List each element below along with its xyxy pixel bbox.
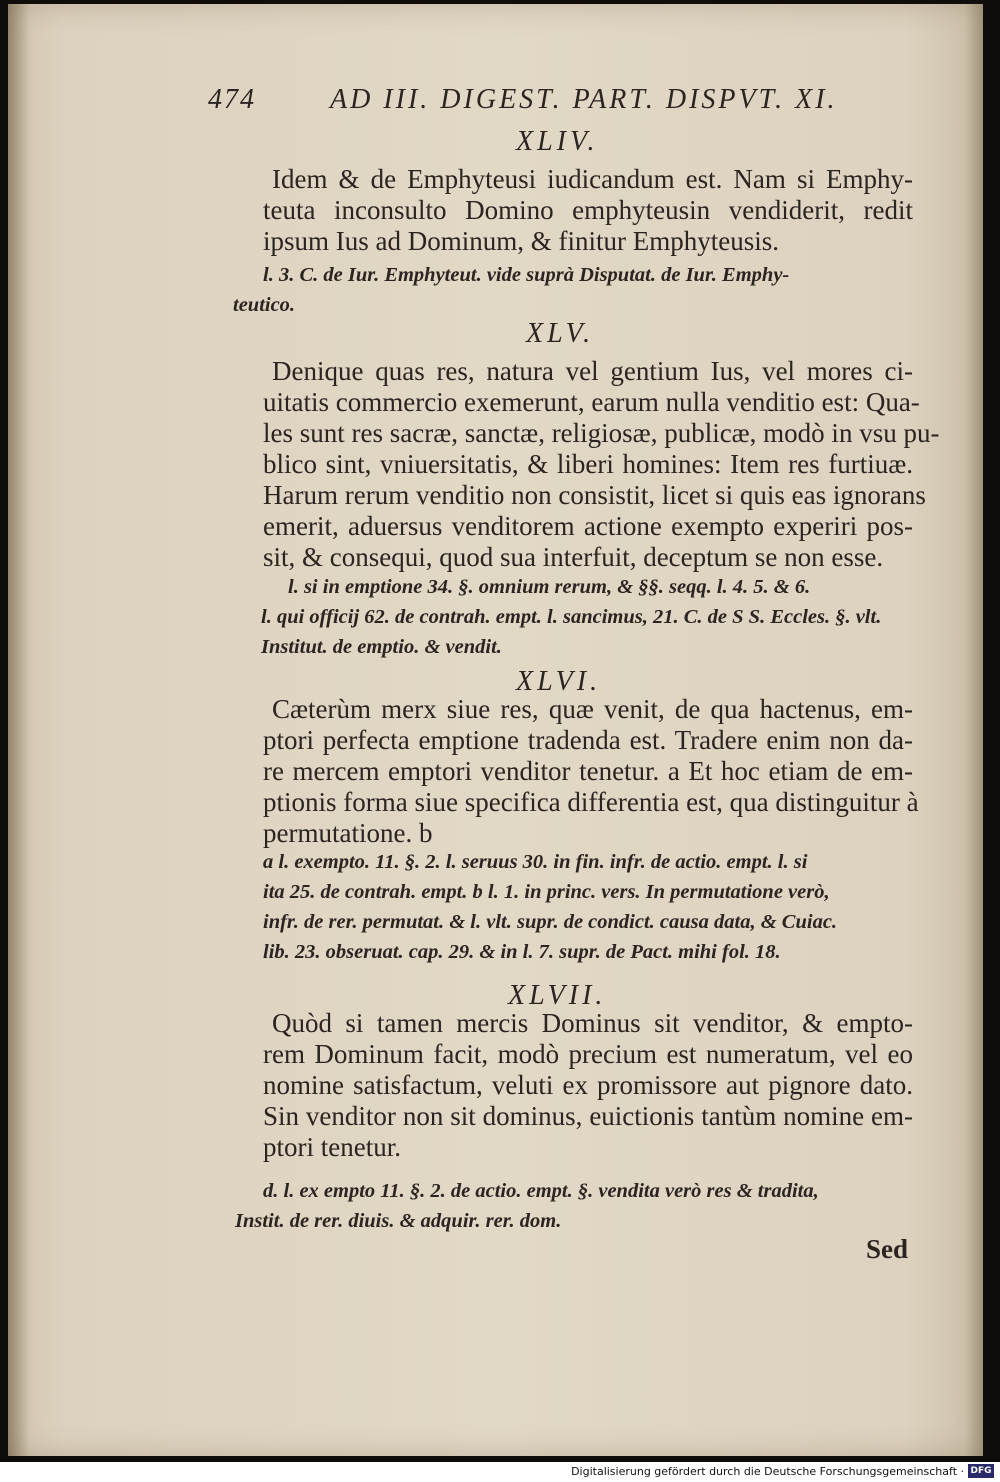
section-body xyxy=(263,356,940,573)
page-edge-shadow xyxy=(965,4,983,1456)
text-line: re mercem emptori venditor tenetur. a Et hoc etiam de em- xyxy=(263,756,913,786)
dfg-logo-icon: DFG xyxy=(968,1464,994,1478)
citation-line: l. qui officij 62. de contrah. empt. l. sancimus, 21. C. de S S. Eccles. §. vlt. xyxy=(261,606,882,628)
section-body xyxy=(263,164,913,257)
citation-line: Instit. de rer. diuis. & adquir. rer. dom. xyxy=(235,1210,562,1232)
running-head-title: AD III. DIGEST. PART. DISPVT. XI. xyxy=(330,84,838,115)
text-line: Quòd si tamen mercis Dominus sit venditor, & empto- xyxy=(272,1008,913,1038)
citation-line: a l. exempto. 11. §. 2. l. seruus 30. in fin. infr. de actio. empt. l. si xyxy=(263,851,808,873)
text-line: ptori tenetur. xyxy=(263,1132,401,1162)
text-line: Idem & de Emphyteusi iudicandum est. Nam si Emphy- xyxy=(272,164,913,194)
section-citation xyxy=(235,1176,819,1236)
text-line: ipsum Ius ad Dominum, & finitur Emphyteusis. xyxy=(263,226,779,256)
text-line: permutatione. b xyxy=(263,818,433,848)
book-page xyxy=(8,4,983,1456)
catchword: Sed xyxy=(866,1234,909,1264)
text-line: ptionis forma siue specifica differentia est, qua distinguitur à xyxy=(263,787,919,817)
section-citation xyxy=(261,572,882,662)
footer-credit: Digitalisierung gefördert durch die Deutsche Forschungsgemeinschaft · xyxy=(571,1465,964,1478)
text-line: Harum rerum venditio non consistit, licet si quis eas ignorans xyxy=(263,480,926,510)
text-line: Denique quas res, natura vel gentium Ius, vel mores ci- xyxy=(272,356,913,386)
citation-line: lib. 23. obseruat. cap. 29. & in l. 7. supr. de Pact. mihi fol. 18. xyxy=(263,941,781,963)
text-line: Cæterùm merx siue res, quæ venit, de qua hactenus, em- xyxy=(272,694,913,724)
citation-line: Institut. de emptio. & vendit. xyxy=(261,636,502,658)
text-line: sit, & consequi, quod sua interfuit, deceptum se non esse. xyxy=(263,542,884,572)
section-numeral: XLV. xyxy=(526,318,595,349)
section-numeral: XLVII. xyxy=(508,980,607,1011)
page-number: 474 xyxy=(208,84,256,115)
citation-line: ita 25. de contrah. empt. b l. 1. in princ. vers. In permutatione verò, xyxy=(263,881,830,903)
citation-line: l. si in emptione 34. §. omnium rerum, & §§. seqq. l. 4. 5. & 6. xyxy=(288,576,811,598)
digitization-footer xyxy=(0,1462,1000,1482)
running-header xyxy=(208,84,848,124)
section-numeral: XLVI. xyxy=(516,666,602,697)
citation-line: infr. de rer. permutat. & l. vlt. supr. de condict. causa data, & Cuiac. xyxy=(263,911,838,933)
text-line: teuta inconsulto Domino emphyteusin vendiderit, redit xyxy=(263,195,913,225)
citation-line: l. 3. C. de Iur. Emphyteut. vide suprà Disputat. de Iur. Emphy- xyxy=(263,264,790,286)
section-body xyxy=(263,694,919,849)
text-line: rem Dominum facit, modò precium est numeratum, vel eo xyxy=(263,1039,913,1069)
section-citation xyxy=(233,260,790,320)
text-line: Sin venditor non sit dominus, euictionis tantùm nomine em- xyxy=(263,1101,913,1131)
text-line: les sunt res sacræ, sanctæ, religiosæ, publicæ, modò in vsu pu- xyxy=(263,418,940,448)
text-line: blico sint, vniuersitatis, & liberi homines: Item res furtiuæ. xyxy=(263,449,913,479)
page-gutter-shadow xyxy=(8,4,30,1456)
citation-line: d. l. ex empto 11. §. 2. de actio. empt. §. vendita verò res & tradita, xyxy=(263,1180,819,1202)
text-line: nomine satisfactum, veluti ex promissore aut pignore dato. xyxy=(263,1070,913,1100)
text-line: emerit, aduersus venditorem actione exempto experiri pos- xyxy=(263,511,913,541)
section-numeral: XLIV. xyxy=(516,126,599,157)
citation-line: teutico. xyxy=(233,294,296,316)
text-line: uitatis commercio exemerunt, earum nulla venditio est: Qua- xyxy=(263,387,920,417)
section-body xyxy=(263,1008,913,1163)
text-line: ptori perfecta emptione tradenda est. Tradere enim non da- xyxy=(263,725,913,755)
section-citation xyxy=(263,847,837,967)
